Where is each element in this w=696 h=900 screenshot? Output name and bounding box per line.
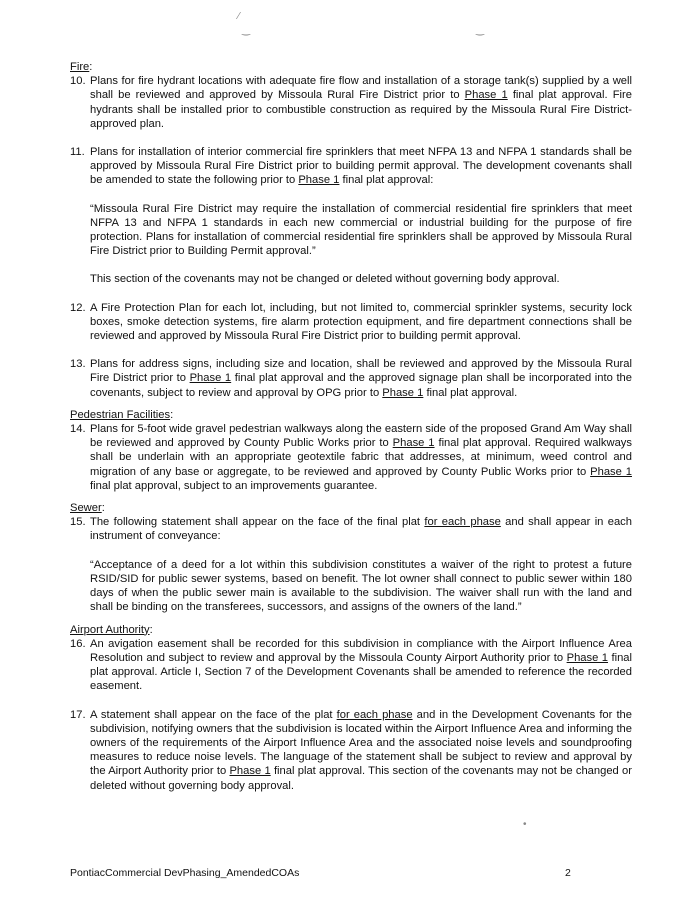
section-heading-fire: Fire [70, 61, 90, 73]
section-sewer: Sewer: 15. The following statement shall appear on the face of the final plat for each phase and shall appear in each instrument of conveyance: “Acceptance of a deed for a lot within this subdivision constitutes a waiver of the right to protest a future RSID/SID for public sewer systems, based on benefit. The lot owner shall connect to public sewer within 180 days of when the public sewer main is available to the subdivision. The waiver shall run with the land and shall be binding on the transferees, successors, and assigns of the owners of the land.” [70, 502, 632, 614]
section-pedestrian: Pedestrian Facilities: 14. Plans for 5-foot wide gravel pedestrian walkways along the eastern side of the proposed Grand Am Way shall be reviewed and approved by County Public Works prior to Phase 1 final plat approval. Required walkways shall be underlain with an appropriate geotextile fabric that addresses, at minimum, weed control and migration of any base or aggregate, to be reviewed and approved by County Public Works prior to Phase 1 final plat approval, subject to an improvements guarantee. [70, 408, 632, 492]
condition-14: 14. Plans for 5-foot wide gravel pedestrian walkways along the eastern side of the proposed Grand Am Way shall be reviewed and approved by County Public Works prior to Phase 1 final plat approval. Required walkways shall be underlain with an appropriate geotextile fabric that addresses, at minimum, weed control and migration of any base or aggregate, to be reviewed and approved by County Public Works prior to Phase 1 final plat approval, subject to an improvements guarantee. [70, 423, 632, 492]
section-airport: Airport Authority: 16. An avigation easement shall be recorded for this subdivision in compliance with the Airport Influence Area Resolution and subject to review and approval by the Missoula County Airport Authority prior to Phase 1 final plat approval. Article I, Section 7 of the Development Covenants shall be amended to reference the recorded easement. 17. A statement shall appear on the face of the plat for each phase and in the Development Covenants for the subdivision, notifying owners that the subdivision is located within the Airport Influence Area and informing the owners of the requirements of the Airport Influence Area and the associated noise levels and soundproofing measures to reduce noise levels. The language of the statement shall be subject to review and approval by the Airport Authority prior to Phase 1 final plat approval. This section of the covenants may not be changed or deleted without governing body approval. [70, 623, 633, 792]
condition-10: 10. Plans for fire hydrant locations with adequate fire flow and installation of a storage tank(s) supplied by a well shall be reviewed and approved by Missoula Rural Fire District prior to Phase 1 final plat approval. Fire hydrants shall be installed prior to combustible construction as required by the Missoula Rural Fire District-approved plan. [70, 75, 632, 130]
covenant-quote-sewer: “Acceptance of a deed for a lot within this subdivision constitutes a waiver of the right to protest a future RSID/SID for public sewer systems, based on benefit. The lot owner shall connect to public sewer within 180 days of when the public sewer main is available to the subdivision. The waiver shall run with the land and shall be binding on the transferees, successors, and assigns of the owners of the land.” [90, 558, 632, 614]
covenant-quote-fire: “Missoula Rural Fire District may require the installation of commercial residential fire sprinklers that meet NFPA 13 and NFPA 1 standards in each new commercial or industrial building for the purpose of fire protection. Plans for installation of commercial residential fire sprinklers shall be approved by Missoula Rural Fire District prior to Building Permit approval.” [90, 202, 632, 258]
covenant-note: This section of the covenants may not be changed or deleted without governing body approval. [90, 273, 560, 286]
document-body [70, 60, 632, 793]
condition-13: 13. Plans for address signs, including size and location, shall be reviewed and approved by the Missoula Rural Fire District prior to Phase 1 final plat approval and the approved signage plan shall be incorporated into the covenants, subject to review and approval by OPG prior to Phase 1 final plat approval. [70, 358, 632, 399]
section-heading-sewer: Sewer [70, 502, 102, 515]
footer-filename: PontiacCommercial DevPhasing_AmendedCOAs [70, 867, 300, 879]
condition-15: 15. The following statement shall appear on the face of the final plat for each phase and shall appear in each instrument of conveyance: [70, 516, 632, 543]
section-heading-airport: Airport Authority [70, 623, 150, 636]
condition-11: 11. Plans for installation of interior commercial fire sprinklers that meet NFPA 13 and NFPA 1 standards shall be approved by Missoula Rural Fire District prior to building permit approval. The development covenants shall be amended to state the following prior to Phase 1 final plat approval: [70, 146, 632, 187]
scan-mark: ‿ [476, 25, 485, 36]
scan-mark: • [523, 819, 527, 830]
condition-12: 12. A Fire Protection Plan for each lot, including, but not limited to, commercial sprinkler systems, security lock boxes, smoke detection systems, fire alarm protection equipment, and fire department connections shall be reviewed and approved by Missoula Rural Fire District prior to building permit approval. [70, 301, 632, 343]
condition-16: 16. An avigation easement shall be recorded for this subdivision in compliance with the Airport Influence Area Resolution and subject to review and approval by the Missoula County Airport Authority prior to Phase 1 final plat approval. Article I, Section 7 of the Development Covenants shall be amended to reference the recorded easement. [70, 637, 632, 693]
scan-mark: ⁄ [238, 11, 240, 22]
section-fire: Fire: 10. Plans for fire hydrant locations with adequate fire flow and installation of a storage tank(s) supplied by a well shall be reviewed and approved by Missoula Rural Fire District prior to Phase 1 final plat approval. Fire hydrants shall be installed prior to combustible construction as required by the Missoula Rural Fire District-approved plan. 11. Plans for installation of interior commercial fire sprinklers that meet NFPA 13 and NFPA 1 standards shall be approved by Missoula Rural Fire District prior to building permit approval. The development covenants shall be amended to state the following prior to Phase 1 final plat approval: “Missoula Rural Fire District may require the installation of commercial residential fire sprinklers that meet NFPA 13 and NFPA 1 standards in each new commercial or industrial building for the purpose of fire protection. Plans for installation of commercial residential fire sprinklers shall be approved by Missoula Rural Fire District prior to Building Permit approval.” This section of the covenants may not be changed or deleted without governing body approval. 12. A Fire Protection Plan for each lot, including, but not limited to, commercial sprinkler systems, security lock boxes, smoke detection systems, fire alarm protection equipment, and fire department connections shall be reviewed and approved by Missoula Rural Fire District prior to building permit approval. 13. Plans for address signs, including size and location, shall be reviewed and approved by the Missoula Rural Fire District prior to Phase 1 final plat approval and the approved signage plan shall be incorporated into the covenants, subject to review and approval by OPG prior to Phase 1 final plat approval. [70, 61, 632, 399]
condition-17: 17. A statement shall appear on the face of the plat for each phase and in the Development Covenants for the subdivision, notifying owners that the subdivision is located within the Airport Influence Area and informing the owners of the requirements of the Airport Influence Area and the associated noise levels and soundproofing measures to reduce noise levels. The language of the statement shall be subject to review and approval by the Airport Authority prior to Phase 1 final plat approval. This section of the covenants may not be changed or deleted without governing body approval. [70, 708, 633, 792]
scan-mark: ‿ [242, 25, 251, 36]
page-number: 2 [565, 867, 571, 879]
section-heading-pedestrian: Pedestrian Facilities [70, 408, 171, 421]
